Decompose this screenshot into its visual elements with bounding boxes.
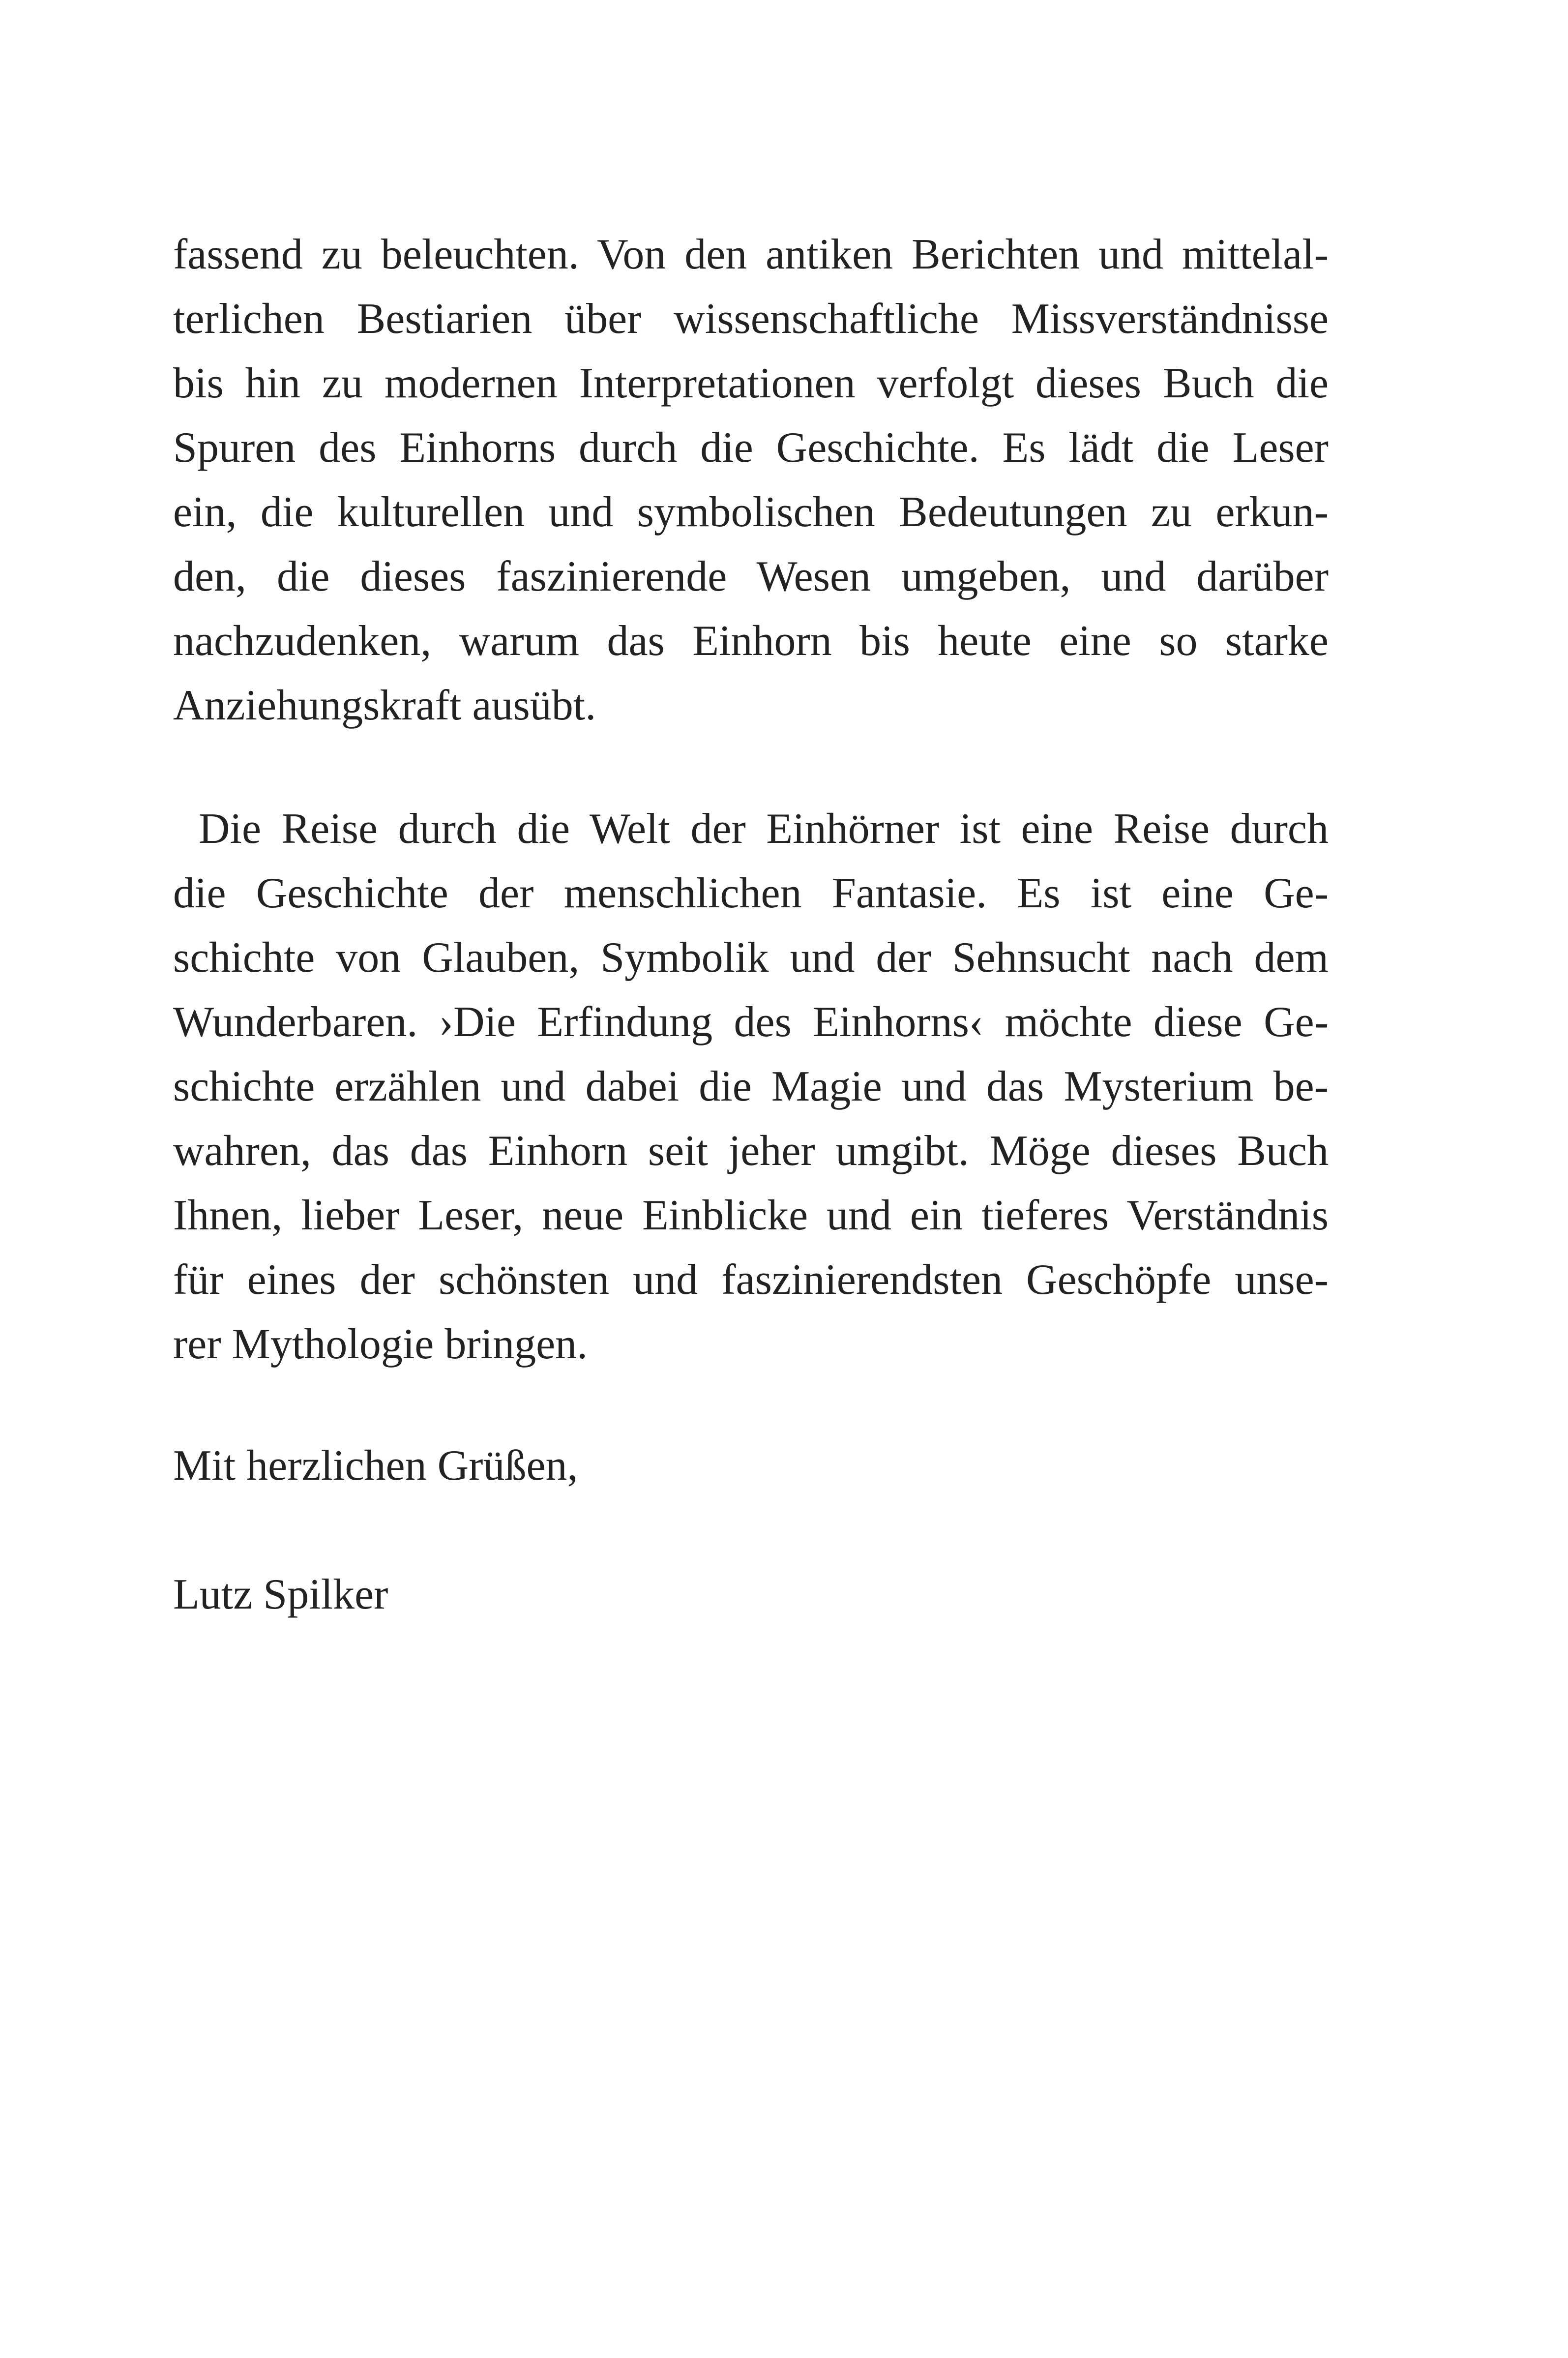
paragraph-line: nachzudenken, warum das Einhorn bis heute eine so starke — [173, 617, 1329, 665]
paragraph-line: schichte erzählen und dabei die Magie und das Mysterium be- — [173, 1063, 1329, 1110]
paragraph-line: wahren, das das Einhorn seit jeher umgibt. Möge dieses Buch — [173, 1127, 1329, 1175]
paragraph-line: schichte von Glauben, Symbolik und der Sehnsucht nach dem — [173, 934, 1329, 982]
paragraph-line: Anziehungskraft ausübt. — [173, 682, 596, 729]
paragraph-2 — [173, 797, 1329, 1376]
closing-greeting — [173, 1433, 1329, 1498]
paragraph-line: ein, die kulturellen und symbolischen Bedeutungen zu erkun- — [173, 488, 1329, 536]
paragraph-1 — [173, 222, 1329, 738]
author-name: Lutz Spilker — [173, 1571, 388, 1618]
paragraph-line: terlichen Bestiarien über wissenschaftliche Missverständnisse — [173, 295, 1329, 343]
paragraph-line: für eines der schönsten und faszinierendsten Geschöpfe unse- — [173, 1256, 1329, 1304]
paragraph-line: den, die dieses faszinierende Wesen umgeben, und darüber — [173, 553, 1329, 600]
greeting-text: Mit herzlichen Grüßen, — [173, 1442, 578, 1490]
paragraph-line: bis hin zu modernen Interpretationen verfolgt dieses Buch die — [173, 359, 1329, 407]
paragraph-line: rer Mythologie bringen. — [173, 1320, 588, 1368]
paragraph-line: Ihnen, lieber Leser, neue Einblicke und ein tieferes Verständnis — [173, 1192, 1329, 1239]
author-signature — [173, 1562, 1329, 1627]
paragraph-line: Die Reise durch die Welt der Einhörner ist eine Reise durch — [199, 805, 1329, 853]
paragraph-line: fassend zu beleuchten. Von den antiken Berichten und mittelal- — [173, 231, 1329, 278]
paragraph-line: die Geschichte der menschlichen Fantasie. Es ist eine Ge- — [173, 869, 1329, 917]
paragraph-line: Spuren des Einhorns durch die Geschichte. Es lädt die Leser — [173, 424, 1329, 472]
paragraph-line: Wunderbaren. ›Die Erfindung des Einhorns‹ möchte diese Ge- — [173, 998, 1329, 1046]
